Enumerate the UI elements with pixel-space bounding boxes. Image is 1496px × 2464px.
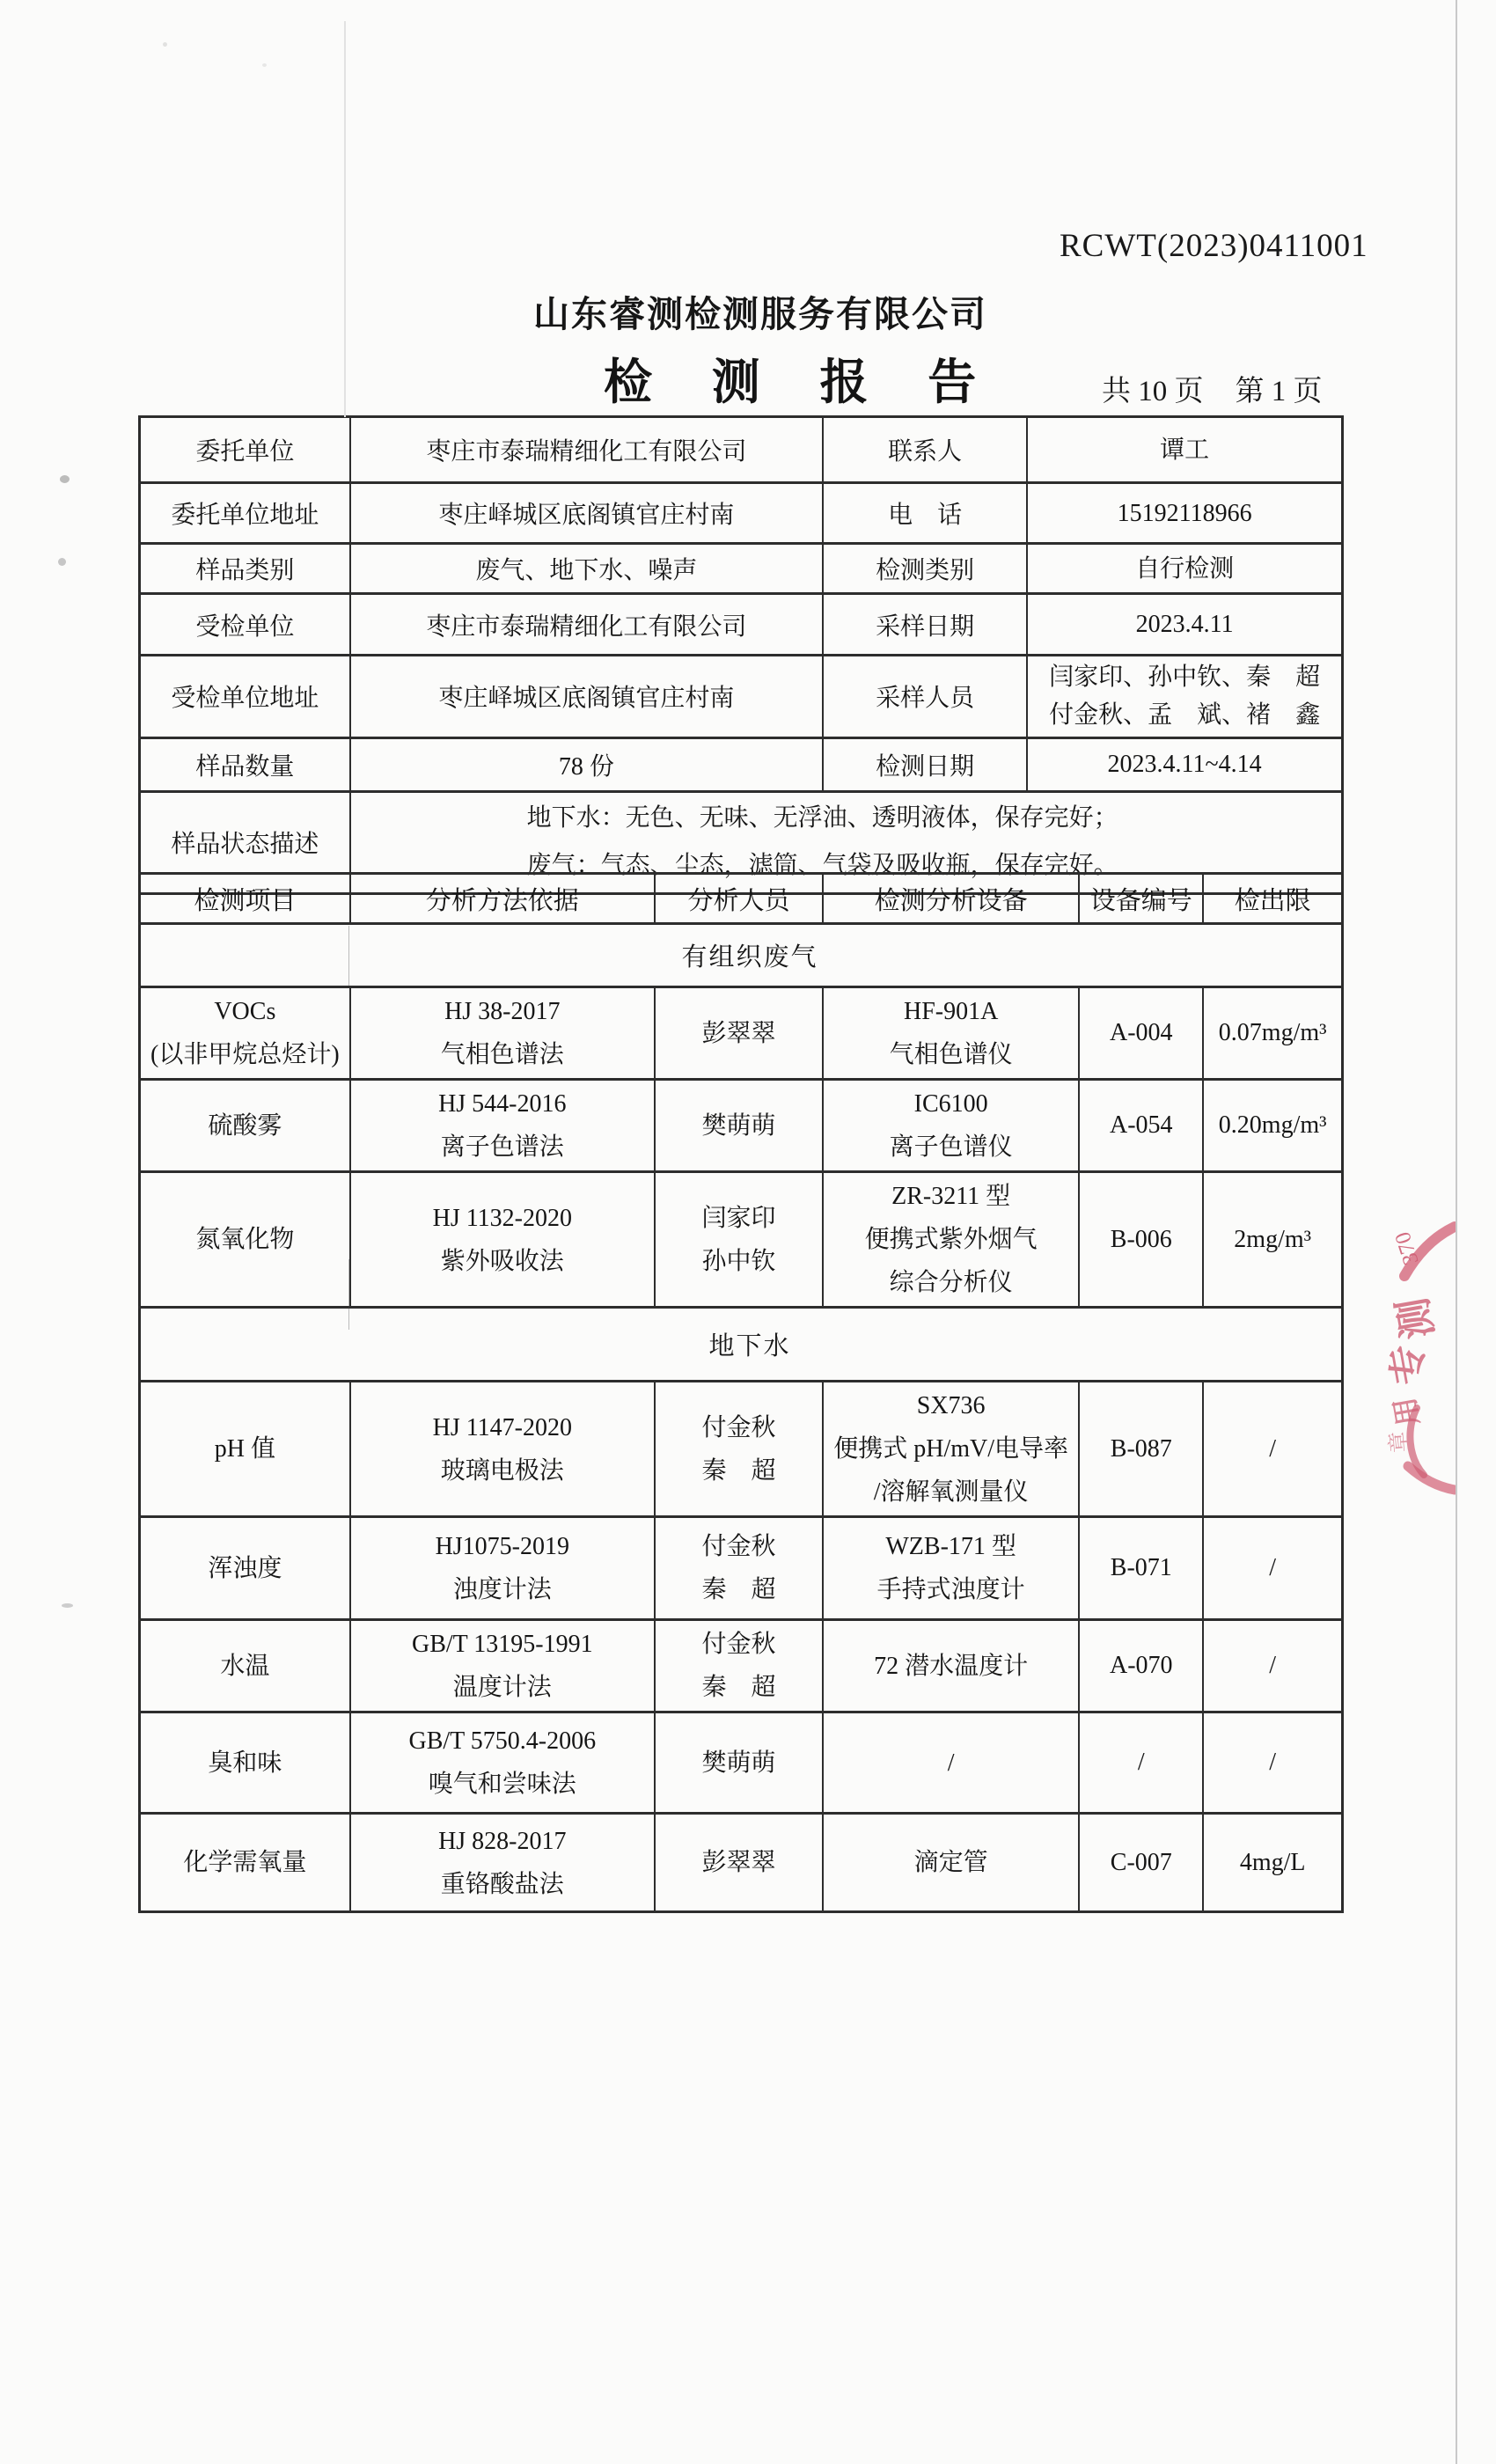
cell-value: [1027, 544, 1342, 594]
seal-char: 用: [1388, 1395, 1425, 1429]
cell-line: 72 潜水温度计: [874, 1652, 1029, 1680]
cell-analyst: [655, 1620, 823, 1712]
cell-line: 化学需氧量: [183, 1849, 307, 1876]
cell-line: 综合分析仪: [889, 1269, 1013, 1296]
cell-line: 闫家印、孙中钦、秦 超: [1049, 664, 1321, 691]
cell-line: HJ 38-2017: [444, 998, 561, 1025]
cell-line: 氮氧化物: [195, 1226, 295, 1253]
report-title: 检 测 报 告: [604, 356, 1001, 409]
cell-line: 地下水：无色、无味、无浮油、透明液体，保存完好；: [526, 803, 1118, 832]
cell-device-no: C-007: [1079, 1814, 1203, 1912]
report-number: RCWT(2023)0411001: [1060, 228, 1368, 264]
cell-line: 水温: [220, 1652, 270, 1680]
cell-method: [350, 1620, 655, 1712]
cell-line: 15192118966: [1117, 499, 1252, 527]
cell-label: 受检单位地址: [140, 656, 350, 738]
cell-method: [350, 1172, 655, 1308]
cell-device-no: B-071: [1079, 1517, 1203, 1620]
table-row: [140, 1517, 1343, 1620]
cell-line: 彭翠翠: [701, 1019, 776, 1047]
cell-device-no: A-070: [1079, 1620, 1203, 1712]
cell-analyst: [655, 1172, 823, 1308]
table-row: [140, 1172, 1343, 1308]
cell-line: 彭翠翠: [701, 1849, 776, 1876]
cell-label: 样品状态描述: [140, 791, 350, 893]
cell-analyst: [655, 1814, 823, 1912]
cell-item: [140, 1620, 350, 1712]
cell-value: [1027, 656, 1342, 738]
scan-speck: [163, 42, 167, 47]
cell-line: 付金秋: [701, 1533, 776, 1560]
cell-line: 自行检测: [1135, 554, 1235, 583]
cell-value: 枣庄市泰瑞精细化工有限公司: [350, 594, 823, 656]
cell-equipment: [823, 1382, 1079, 1517]
cell-line: HF-901A: [903, 998, 999, 1025]
cell-detection-limit: 2mg/m³: [1203, 1172, 1342, 1308]
cell-line: /: [947, 1749, 955, 1777]
cell-label: 委托单位: [140, 417, 350, 483]
cell-value: [1027, 594, 1342, 656]
cell-item: [140, 1382, 350, 1517]
cell-analyst: [655, 1080, 823, 1172]
cell-line: 气相色谱法: [440, 1041, 564, 1068]
page-total: 共 10 页: [1102, 376, 1204, 407]
cell-analyst: [655, 1382, 823, 1517]
cell-line: SX736: [916, 1392, 986, 1419]
cell-label: 采样人员: [823, 656, 1027, 738]
cell-label: 电 话: [823, 483, 1027, 544]
cell-line: VOCs: [214, 998, 276, 1025]
cell-detection-limit: 4mg/L: [1203, 1814, 1342, 1912]
seal-char: 章: [1386, 1430, 1412, 1454]
cell-line: 紫外吸收法: [440, 1247, 564, 1275]
cell-method: [350, 1814, 655, 1912]
table-row: [140, 594, 1343, 656]
column-header: 分析人员: [655, 874, 823, 924]
cell-line: 樊萌萌: [701, 1111, 776, 1140]
section-row-faint-divider: [348, 1259, 349, 1330]
cell-line: 付金秋: [701, 1631, 776, 1658]
cell-detection-limit: /: [1203, 1620, 1342, 1712]
cell-method: [350, 1080, 655, 1172]
cell-line: 樊萌萌: [701, 1749, 776, 1777]
cell-value: 枣庄峄城区底阁镇官庄村南: [350, 483, 823, 544]
cell-item: [140, 1712, 350, 1814]
cell-line: 浊度计法: [452, 1576, 552, 1603]
cell-line: 温度计法: [452, 1674, 552, 1701]
pagination: [1102, 368, 1323, 409]
table-row: [140, 737, 1343, 791]
cell-line: 离子色谱仪: [889, 1133, 1013, 1161]
table-row: [140, 417, 1343, 483]
cell-line: HJ1075-2019: [435, 1533, 570, 1560]
cell-equipment: [823, 1080, 1079, 1172]
paper-edge-line: [1456, 0, 1457, 2464]
seal-char: 专: [1382, 1339, 1434, 1389]
table-row: [140, 1382, 1343, 1517]
column-header: 检测分析设备: [823, 874, 1079, 924]
red-seal-stamp: [1355, 1204, 1456, 1507]
cell-line: 秦 超: [701, 1674, 776, 1701]
cell-item: [140, 1517, 350, 1620]
cell-line: 浑浊度: [208, 1554, 282, 1582]
cell-method: [350, 987, 655, 1080]
cell-line: IC6100: [913, 1090, 988, 1118]
table-row: [140, 1712, 1343, 1814]
seal-digits: 370: [1390, 1228, 1424, 1268]
table-row: [140, 483, 1343, 544]
table-header-row: [140, 874, 1343, 924]
column-header: 分析方法依据: [350, 874, 655, 924]
cell-label: 检测日期: [823, 737, 1027, 791]
cell-line: 重铬酸盐法: [440, 1870, 564, 1898]
cell-line: 气相色谱仪: [889, 1041, 1013, 1068]
cell-analyst: [655, 1517, 823, 1620]
section-row: [140, 924, 1343, 987]
cell-detection-limit: 0.07mg/m³: [1203, 987, 1342, 1080]
cell-device-no: B-006: [1079, 1172, 1203, 1308]
scan-speck: [60, 475, 70, 483]
table-row: [140, 1620, 1343, 1712]
cell-device-no: A-054: [1079, 1080, 1203, 1172]
cell-label: 检测类别: [823, 544, 1027, 594]
cell-value: 78 份: [350, 737, 823, 791]
cell-line: HJ 1147-2020: [432, 1413, 572, 1441]
cell-line: HJ 828-2017: [438, 1827, 567, 1855]
cell-line: 硫酸雾: [208, 1111, 282, 1140]
cell-line: 孙中钦: [701, 1247, 776, 1275]
cell-device-no: A-004: [1079, 987, 1203, 1080]
cell-item: [140, 1172, 350, 1308]
cell-equipment: [823, 1620, 1079, 1712]
page-current: 第 1 页: [1235, 376, 1323, 407]
column-header: 检出限: [1203, 874, 1342, 924]
cell-value: [1027, 483, 1342, 544]
table-row: [140, 987, 1343, 1080]
cell-line: GB/T 5750.4-2006: [408, 1727, 597, 1755]
cell-line: 便携式紫外烟气: [864, 1226, 1038, 1253]
cell-line: 付金秋: [701, 1413, 776, 1441]
cell-equipment: [823, 987, 1079, 1080]
table-row: [140, 656, 1343, 738]
column-header: 设备编号: [1079, 874, 1203, 924]
cell-method: [350, 1712, 655, 1814]
table-row: [140, 1814, 1343, 1912]
cell-equipment: [823, 1517, 1079, 1620]
cell-line: HJ 1132-2020: [432, 1204, 572, 1232]
cell-line: HJ 544-2016: [438, 1090, 567, 1118]
cell-detection-limit: /: [1203, 1712, 1342, 1814]
scan-speck: [58, 558, 66, 566]
scan-speck: [262, 63, 267, 67]
cell-line: pH 值: [214, 1435, 275, 1463]
cell-equipment: [823, 1814, 1079, 1912]
cell-label: 受检单位: [140, 594, 350, 656]
cell-device-no: B-087: [1079, 1382, 1203, 1517]
cell-label: 样品类别: [140, 544, 350, 594]
cell-line: 谭工: [1160, 436, 1210, 464]
cell-line: 闫家印: [701, 1204, 776, 1232]
cell-line: 秦 超: [701, 1576, 776, 1603]
table-row: [140, 1080, 1343, 1172]
cell-analyst: [655, 987, 823, 1080]
cell-line: 臭和味: [208, 1749, 282, 1777]
cell-value: 废气、地下水、噪声: [350, 544, 823, 594]
cell-line: 2023.4.11~4.14: [1107, 751, 1262, 779]
cell-line: 便携式 pH/mV/电导率: [833, 1435, 1069, 1463]
cell-line: GB/T 13195-1991: [411, 1631, 593, 1658]
cell-detection-limit: /: [1203, 1517, 1342, 1620]
cell-line: 玻璃电极法: [440, 1456, 564, 1485]
cell-line: 滴定管: [913, 1849, 988, 1876]
cell-line: 2023.4.11: [1135, 611, 1234, 638]
cell-label: 联系人: [823, 417, 1027, 483]
cell-equipment: [823, 1172, 1079, 1308]
cell-method: [350, 1382, 655, 1517]
cell-device-no: /: [1079, 1712, 1203, 1814]
cell-item: [140, 987, 350, 1080]
cell-equipment: [823, 1712, 1079, 1814]
scan-crease-line: [344, 21, 346, 417]
scan-speck: [62, 1603, 73, 1608]
cell-line: 废气：气态、尘态，滤筒、气袋及吸收瓶，保存完好。: [526, 852, 1118, 880]
info-table: [138, 415, 1344, 895]
cell-detection-limit: 0.20mg/m³: [1203, 1080, 1342, 1172]
section-row-faint-divider: [348, 926, 349, 986]
cell-line: /溶解氧测量仪: [873, 1478, 1029, 1506]
cell-item: [140, 1814, 350, 1912]
method-table: [138, 872, 1344, 1913]
cell-analyst: [655, 1712, 823, 1814]
table-row: [140, 544, 1343, 594]
cell-line: (以非甲烷总烃计): [150, 1041, 340, 1068]
cell-label: 样品数量: [140, 737, 350, 791]
section-title: 有组织废气: [140, 924, 1343, 987]
cell-line: ZR-3211 型: [891, 1183, 1011, 1210]
cell-line: 付金秋、孟 斌、褚 鑫: [1049, 701, 1321, 730]
cell-line: 离子色谱法: [440, 1133, 564, 1161]
section-row: [140, 1308, 1343, 1382]
cell-line: 秦 超: [701, 1456, 776, 1485]
seal-graphics: [1383, 1227, 1455, 1490]
company-name: 山东睿测检测服务有限公司: [533, 294, 987, 334]
cell-line: WZB-171 型: [885, 1533, 1016, 1560]
cell-label: 采样日期: [823, 594, 1027, 656]
section-title: 地下水: [140, 1308, 1343, 1382]
cell-item: [140, 1080, 350, 1172]
cell-value: [1027, 417, 1342, 483]
cell-label: 委托单位地址: [140, 483, 350, 544]
cell-line: 嗅气和尝味法: [428, 1771, 576, 1798]
cell-detection-limit: /: [1203, 1382, 1342, 1517]
cell-method: [350, 1517, 655, 1620]
cell-value: 枣庄市泰瑞精细化工有限公司: [350, 417, 823, 483]
cell-value: [1027, 737, 1342, 791]
cell-value: 枣庄峄城区底阁镇官庄村南: [350, 656, 823, 738]
column-header: 检测项目: [140, 874, 350, 924]
seal-char: 测: [1390, 1294, 1441, 1343]
cell-line: 手持式浊度计: [876, 1576, 1025, 1603]
